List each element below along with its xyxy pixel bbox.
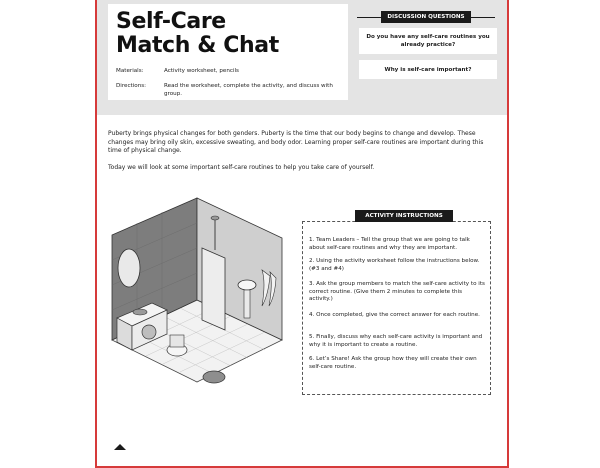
intro-paragraph-2: Today we will look at some important self-care routines to help you take care of yourself.	[108, 163, 375, 171]
instruction-step-2: 2. Using the activity worksheet follow the instructions below. (#3 and #4)	[309, 258, 480, 272]
footer-logo-mark	[114, 444, 126, 450]
discussion-question-2	[359, 60, 497, 79]
question-text: Do you have any self-care routines you already practice?	[366, 34, 490, 48]
directions-value: Read the worksheet, complete the activity, and discuss with group.	[164, 83, 333, 97]
title-line-1: Self-Care	[116, 9, 226, 34]
discussion-header: DISCUSSION QUESTIONS	[381, 11, 471, 23]
activity-instructions-header: ACTIVITY INSTRUCTIONS	[355, 210, 453, 222]
title-line-2: Match & Chat	[116, 33, 279, 58]
title-card	[108, 4, 348, 100]
materials-label: Materials:	[116, 68, 144, 74]
instruction-step-5: 5. Finally, discuss why each self-care activity is important and why it is important to create a routine.	[309, 334, 483, 348]
instruction-step-6: 6. Let’s Share! Ask the group how they will create their own self-care routine.	[309, 356, 477, 370]
bathroom-illustration	[107, 190, 287, 400]
materials-value: Activity worksheet, pencils	[164, 68, 239, 74]
instruction-step-4: 4. Once completed, give the correct answer for each routine.	[309, 312, 480, 318]
directions-label: Directions:	[116, 83, 147, 89]
worksheet-page	[95, 0, 509, 468]
intro-paragraph-1: Puberty brings physical changes for both genders. Puberty is the time that our body begins to change and develop. These changes may bring oily skin, excessive sweating, and body odor. Learning proper self-care routines are important during this time of physical change.	[108, 130, 484, 154]
question-text: Why is self-care important?	[384, 66, 472, 73]
instruction-step-3: 3. Ask the group members to match the self-care activity to its correct routine. (Give them 2 minutes to complete this activity.)	[309, 281, 485, 303]
discussion-question-1	[359, 28, 497, 54]
instruction-step-1: 1. Team Leaders – Tell the group that we are going to talk about self-care routines and why they are important.	[309, 237, 470, 251]
intro-text	[108, 130, 493, 180]
page-title	[116, 10, 279, 58]
